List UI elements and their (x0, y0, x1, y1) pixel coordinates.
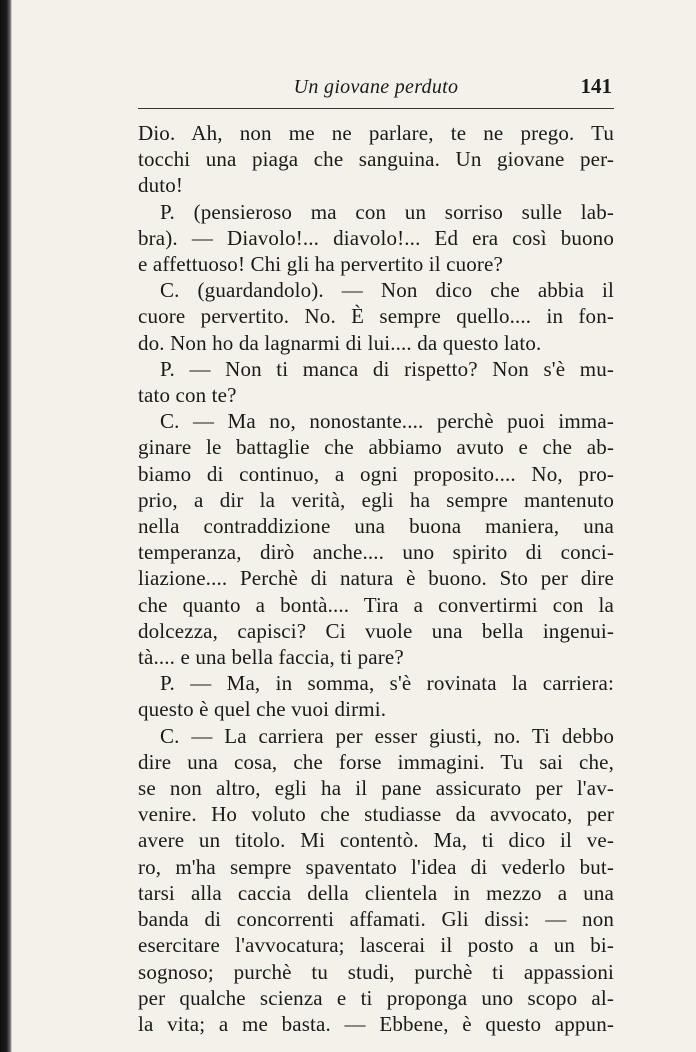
text-line: do. Non ho da lagnarmi di lui.... da questo lato. (138, 330, 542, 355)
text-line: P. — Ma, in somma, s'è rovinata la carriera: (160, 671, 614, 696)
text-line: Dio. Ah, non me ne parlare, te ne prego. Tu (138, 121, 614, 145)
text-line: P. (pensieroso ma con un sorriso sulle lab- (160, 199, 614, 224)
text-line: ro, m'ha sempre spaventato l'idea di vederlo but- (138, 854, 614, 879)
running-header (138, 72, 614, 109)
text-line: P. — Non ti manca di rispetto? Non s'è mu- (160, 356, 614, 381)
page-number: 141 (580, 74, 612, 98)
text-line: se non altro, egli ha il pane assicurato per l'av- (138, 776, 614, 801)
text-line: biamo di continuo, a ogni proposito.... No, pro- (138, 461, 614, 486)
text-line: venire. Ho voluto che studiasse da avvocato, per (138, 802, 614, 827)
text-line: tocchi una piaga che sanguina. Un giovane per- (138, 147, 614, 172)
text-line: temperanza, dirò anche.... uno spirito di conci- (138, 540, 614, 565)
text-line: bra). — Diavolo!... diavolo!... Ed era così buono (138, 225, 614, 250)
text-line: dolcezza, capisci? Ci vuole una bella ingenui- (138, 618, 614, 643)
text-line: che quanto a bontà.... Tira a convertirmi con la (138, 592, 614, 617)
text-line: avere un titolo. Mi contentò. Ma, ti dico il ve- (138, 828, 614, 853)
text-line: duto! (138, 173, 184, 198)
text-line: per qualche scienza e ti proponga uno scopo al- (138, 985, 614, 1010)
text-line: tà.... e una bella faccia, ti pare? (138, 645, 404, 670)
text-line: liazione.... Perchè di natura è buono. Sto per dire (138, 566, 614, 591)
text-line: banda di concorrenti affamati. Gli dissi: — non (138, 907, 614, 932)
book-binding-edge (0, 0, 12, 1052)
text-line: esercitare l'avvocatura; lascerai il posto a un bi- (138, 933, 614, 958)
text-line: prio, a dir la verità, egli ha sempre mantenuto (138, 487, 614, 512)
text-line: nella contraddizione una buona maniera, una (138, 514, 614, 539)
text-line: C. — Ma no, nonostante.... perchè puoi imma- (160, 409, 614, 434)
text-line: tato con te? (138, 383, 237, 408)
text-line: la vita; a me basta. — Ebbene, è questo appun- (138, 1011, 614, 1036)
text-line: e affettuoso! Chi gli ha pervertito il cuore? (138, 252, 503, 277)
text-line: cuore pervertito. No. È sempre quello.... in fon- (138, 304, 614, 329)
text-line: dire una cosa, che forse immagini. Tu sai che, (138, 749, 614, 774)
text-line: C. (guardandolo). — Non dico che abbia il (160, 278, 614, 303)
text-line: C. — La carriera per esser giusti, no. Ti debbo (160, 723, 614, 748)
running-title: Un giovane perduto (293, 76, 459, 98)
body-text (138, 120, 614, 1037)
text-line: sognoso; purchè tu studi, purchè ti appassioni (138, 959, 614, 984)
text-line: ginare le battaglie che abbiamo avuto e che ab- (138, 435, 614, 460)
text-line: tarsi alla caccia della clientela in mezzo a una (138, 880, 614, 905)
text-line: questo è quel che vuoi dirmi. (138, 697, 387, 722)
